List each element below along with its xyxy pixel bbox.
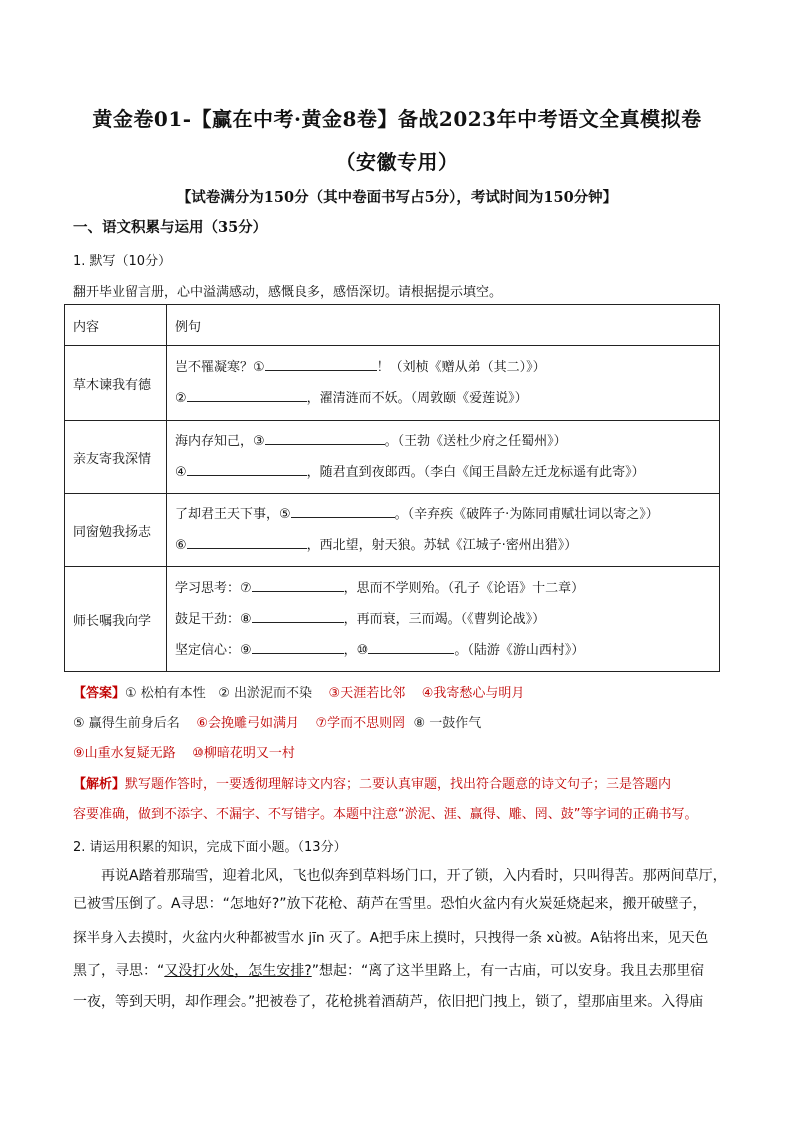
- section-heading: 一、语文积累与运用（35分）: [73, 219, 268, 236]
- fill-blank[interactable]: [187, 462, 307, 476]
- fill-blank[interactable]: [252, 578, 344, 592]
- answer-item: ⑥会挽雕弓如满月: [196, 716, 299, 731]
- answer-item: ⑦学而不思则罔: [315, 716, 406, 731]
- fill-blank[interactable]: [291, 504, 395, 518]
- analysis-line-1: [73, 773, 671, 792]
- example-text: ，⑩: [343, 642, 369, 658]
- fill-blank[interactable]: [187, 535, 307, 549]
- row-examples: [167, 421, 720, 494]
- answer-item: ⑤ 赢得生前身后名: [73, 716, 180, 731]
- row-examples: [167, 567, 720, 672]
- header-example: 例句: [167, 305, 720, 346]
- row-topic: 草木谏我有德: [65, 346, 167, 421]
- passage-underlined-text: 又没打火处，怎生安排?: [164, 963, 312, 979]
- passage-line: 探半身入去摸时，火盆内火种都被雪水 jīn 灭了。A把手床上摸时，只拽得一条 xù被。A钻将出来，见天色: [73, 930, 709, 946]
- fill-blank[interactable]: [252, 640, 344, 654]
- header-content: 内容: [65, 305, 167, 346]
- document-title: 黄金卷01-【赢在中考·黄金8卷】备战2023年中考语文全真模拟卷: [92, 107, 702, 131]
- table-row: [65, 494, 720, 567]
- example-text: ，思而不学则殆。（孔子《论语》十二章）: [343, 580, 585, 596]
- analysis-label: 【解析】: [73, 777, 126, 792]
- example-text: 。（陆游《游山西村》）: [454, 642, 585, 658]
- answer-line-3: [73, 742, 295, 761]
- fill-blank[interactable]: [252, 609, 344, 623]
- example-text: 学习思考：⑦: [175, 580, 252, 596]
- example-text: 坚定信心：⑨: [175, 642, 252, 658]
- answer-label: 【答案】: [73, 686, 126, 701]
- row-topic: 亲友寄我深情: [65, 421, 167, 494]
- row-examples: [167, 346, 720, 421]
- passage-text: ”想起：“离了这半里路上，有一古庙，可以安身。我且去那里宿: [311, 963, 705, 979]
- row-topic: 师长嘱我向学: [65, 567, 167, 672]
- fill-blank[interactable]: [187, 388, 307, 402]
- analysis-text: 默写题作答时，一要透彻理解诗文内容；二要认真审题，找出符合题意的诗文句子；三是答题内: [125, 777, 672, 792]
- answer-item: ④我寄愁心与明月: [421, 686, 525, 701]
- answer-item: ② 出淤泥而不染: [218, 686, 313, 701]
- answer-line-2: [73, 712, 481, 731]
- answer-item: ⑩柳暗花明又一村: [192, 746, 295, 761]
- example-text: 岂不罹凝寒？①: [175, 360, 265, 375]
- example-text: ⑥: [175, 538, 187, 553]
- exam-info: 【试卷满分为150分（其中卷面书写占5分），考试时间为150分钟】: [176, 189, 618, 206]
- example-text: ②: [175, 391, 187, 406]
- passage-line: 再说A踏着那瑞雪，迎着北风，飞也似奔到草料场门口，开了锁，入内看时，只叫得苦。那两间草厅，: [101, 868, 727, 884]
- question-1-title: 1. 默写（10分）: [73, 254, 172, 269]
- table-row: [65, 346, 720, 421]
- table-row: [65, 421, 720, 494]
- row-topic: 同窗勉我扬志: [65, 494, 167, 567]
- example-text: 了却君王天下事，⑤: [175, 507, 291, 522]
- fill-blank[interactable]: [265, 431, 385, 445]
- answer-item: ① 松柏有本性: [125, 686, 206, 701]
- answer-item: ③天涯若比邻: [328, 686, 406, 701]
- example-text: ④: [175, 465, 187, 480]
- answer-item: ⑧ 一鼓作气: [413, 716, 482, 731]
- example-text: 。（王勃《送杜少府之任蜀州》）: [384, 434, 567, 449]
- passage-line: 已被雪压倒了。A寻思：“怎地好?”放下花枪、葫芦在雪里。恐怕火盆内有火炭延烧起来，搬开破壁子，: [73, 896, 707, 912]
- example-text: ，再而衰，三而竭。（《曹刿论战》）: [343, 611, 546, 627]
- fill-blank[interactable]: [368, 640, 454, 654]
- example-text: 鼓足干劲：⑧: [175, 611, 252, 627]
- table-header-row: [65, 305, 720, 346]
- fill-blank[interactable]: [265, 357, 377, 371]
- document-subtitle: （安徽专用）: [335, 150, 459, 174]
- example-text: ，濯清涟而不妖。（周敦颐《爱莲说》）: [306, 391, 528, 406]
- example-text: ！（刘桢《赠从弟（其二）》）: [376, 360, 546, 375]
- dictation-table: [64, 304, 720, 672]
- answer-line-1: [73, 682, 524, 701]
- question-2-title: 2. 请运用积累的知识，完成下面小题。（13分）: [73, 840, 347, 855]
- passage-line: 一夜，等到天明，却作理会。”把被卷了，花枪挑着酒葫芦，依旧把门拽上，锁了，望那庙里来。入得庙: [73, 994, 704, 1010]
- table-row: [65, 567, 720, 672]
- example-text: ，西北望，射天狼。苏轼《江城子·密州出猎》）: [306, 538, 578, 553]
- passage-text: 黑了，寻思：“: [73, 963, 165, 979]
- question-1-intro: 翻开毕业留言册，心中溢满感动，感慨良多，感悟深切。请根据提示填空。: [73, 285, 503, 300]
- row-examples: [167, 494, 720, 567]
- example-text: 海内存知己，③: [175, 434, 265, 449]
- example-text: ，随君直到夜郎西。（李白《闻王昌龄左迁龙标遥有此寄》）: [306, 465, 645, 480]
- passage-line: [73, 957, 725, 985]
- analysis-line-2: 容要准确，做到不添字、不漏字、不写错字。本题中注意“淤泥、涯、赢得、雕、罔、鼓”等字词的正确书写。: [73, 807, 698, 822]
- example-text: 。（辛弃疾《破阵子·为陈同甫赋壮词以寄之》）: [394, 507, 659, 522]
- answer-item: ⑨山重水复疑无路: [73, 746, 176, 761]
